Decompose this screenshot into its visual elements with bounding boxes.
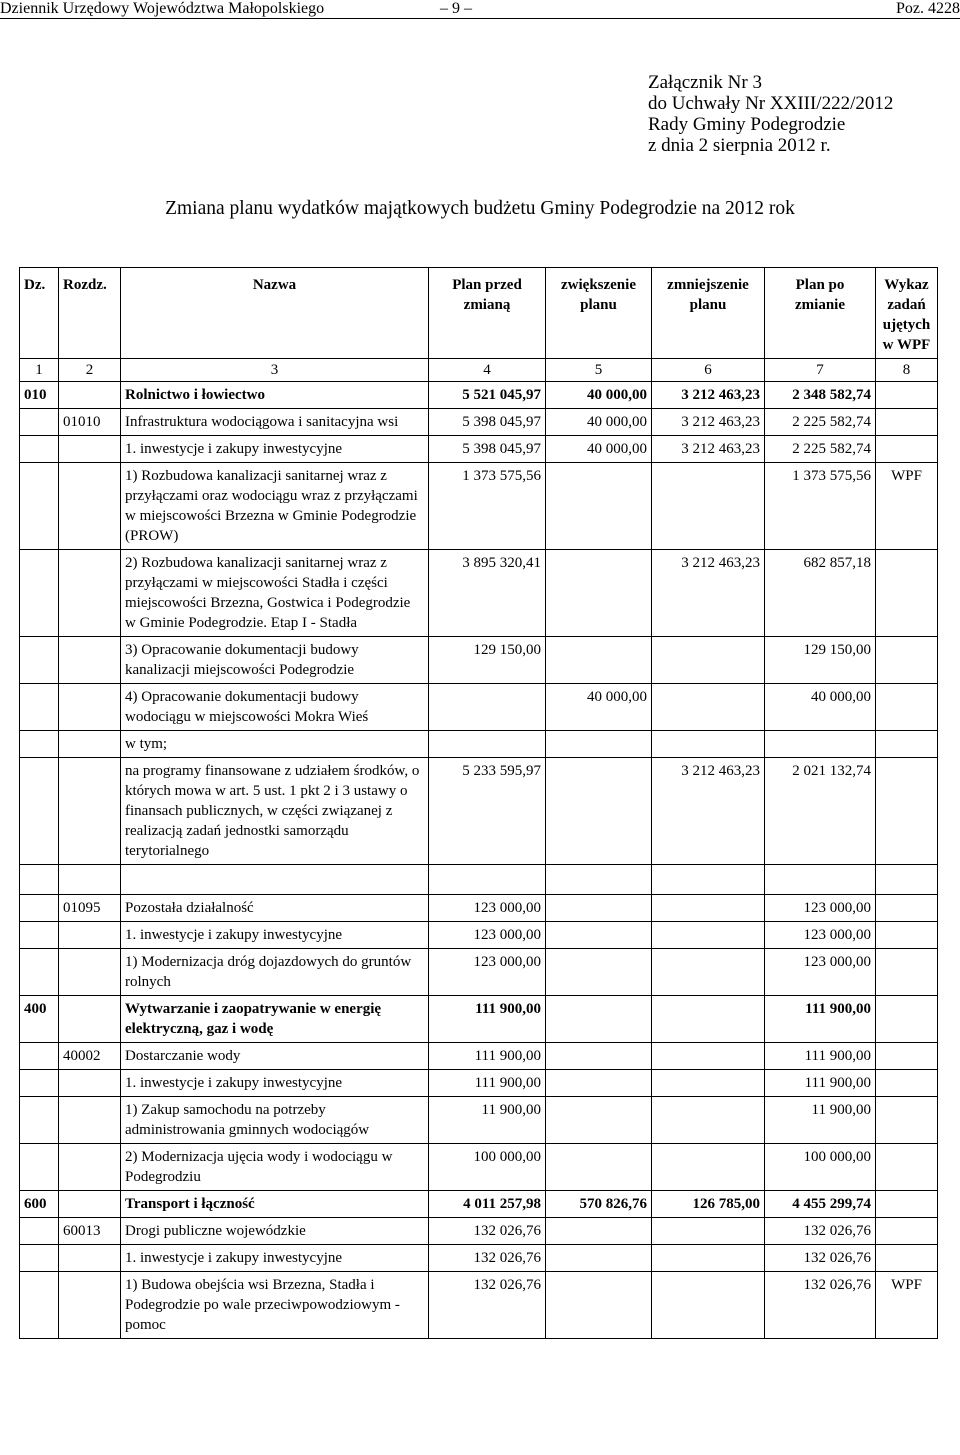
cell-rozdz	[59, 1070, 121, 1097]
cell-decrease	[652, 1218, 765, 1245]
cell-increase: 40 000,00	[546, 436, 652, 463]
cell-plan-before: 5 521 045,97	[429, 382, 546, 409]
cell-rozdz	[59, 1097, 121, 1144]
cell-wpf	[876, 865, 938, 895]
cell-decrease	[652, 1070, 765, 1097]
cell-dz	[20, 409, 59, 436]
table-row	[20, 895, 938, 922]
cell-plan-before: 132 026,76	[429, 1245, 546, 1272]
column-index: 1	[20, 359, 59, 382]
cell-dz	[20, 684, 59, 731]
cell-plan-after: 40 000,00	[765, 684, 876, 731]
cell-decrease	[652, 1272, 765, 1339]
cell-increase	[546, 550, 652, 637]
cell-plan-before: 100 000,00	[429, 1144, 546, 1191]
cell-wpf	[876, 731, 938, 758]
table-row	[20, 1144, 938, 1191]
cell-dz	[20, 1043, 59, 1070]
cell-dz: 010	[20, 382, 59, 409]
cell-plan-before: 132 026,76	[429, 1218, 546, 1245]
cell-name: Wytwarzanie i zaopatrywanie w energię elektryczną, gaz i wodę	[121, 996, 429, 1043]
cell-rozdz	[59, 731, 121, 758]
cell-increase	[546, 865, 652, 895]
cell-decrease: 3 212 463,23	[652, 409, 765, 436]
cell-rozdz: 01010	[59, 409, 121, 436]
column-index: 2	[59, 359, 121, 382]
cell-decrease	[652, 895, 765, 922]
column-index: 3	[121, 359, 429, 382]
cell-decrease: 3 212 463,23	[652, 550, 765, 637]
cell-wpf	[876, 637, 938, 684]
cell-dz	[20, 436, 59, 463]
table-row	[20, 1191, 938, 1218]
cell-rozdz	[59, 996, 121, 1043]
cell-dz	[20, 922, 59, 949]
cell-decrease: 126 785,00	[652, 1191, 765, 1218]
cell-plan-before: 1 373 575,56	[429, 463, 546, 550]
cell-dz	[20, 637, 59, 684]
cell-decrease: 3 212 463,23	[652, 382, 765, 409]
cell-increase	[546, 463, 652, 550]
annex-line: Załącznik Nr 3	[648, 72, 762, 93]
cell-name: 1) Zakup samochodu na potrzeby administrowania gminnych wodociągów	[121, 1097, 429, 1144]
cell-rozdz	[59, 865, 121, 895]
cell-decrease	[652, 922, 765, 949]
cell-increase	[546, 1144, 652, 1191]
cell-plan-after: 1 373 575,56	[765, 463, 876, 550]
cell-plan-before: 129 150,00	[429, 637, 546, 684]
cell-rozdz	[59, 382, 121, 409]
cell-wpf	[876, 409, 938, 436]
cell-increase: 40 000,00	[546, 382, 652, 409]
column-index: 5	[546, 359, 652, 382]
cell-dz	[20, 949, 59, 996]
cell-plan-before	[429, 731, 546, 758]
table-body	[20, 382, 938, 1339]
cell-increase	[546, 996, 652, 1043]
table-row	[20, 865, 938, 895]
cell-wpf	[876, 684, 938, 731]
cell-name: Transport i łączność	[121, 1191, 429, 1218]
cell-name: 1) Modernizacja dróg dojazdowych do gruntów rolnych	[121, 949, 429, 996]
cell-wpf	[876, 1097, 938, 1144]
cell-plan-after	[765, 731, 876, 758]
cell-name: w tym;	[121, 731, 429, 758]
cell-plan-before: 111 900,00	[429, 1070, 546, 1097]
cell-name: 3) Opracowanie dokumentacji budowy kanalizacji miejscowości Podegrodzie	[121, 637, 429, 684]
cell-plan-after: 123 000,00	[765, 922, 876, 949]
cell-rozdz	[59, 949, 121, 996]
cell-name: 1) Rozbudowa kanalizacji sanitarnej wraz z przyłączami oraz wodociągu wraz z przyłączami w miejscowości Brzezna w Gminie Podegrodzie (PROW)	[121, 463, 429, 550]
cell-increase	[546, 1070, 652, 1097]
cell-plan-after: 129 150,00	[765, 637, 876, 684]
cell-increase	[546, 922, 652, 949]
cell-dz	[20, 731, 59, 758]
cell-decrease	[652, 996, 765, 1043]
budget-table	[19, 267, 938, 1339]
table-row	[20, 409, 938, 436]
cell-plan-before: 111 900,00	[429, 996, 546, 1043]
cell-increase	[546, 1245, 652, 1272]
column-index: 8	[876, 359, 938, 382]
cell-plan-before: 5 398 045,97	[429, 436, 546, 463]
cell-name: 1. inwestycje i zakupy inwestycyjne	[121, 1245, 429, 1272]
table-row	[20, 1245, 938, 1272]
cell-wpf	[876, 1218, 938, 1245]
cell-dz	[20, 865, 59, 895]
column-header: zwiększenie planu	[546, 268, 652, 359]
cell-increase	[546, 1218, 652, 1245]
cell-dz	[20, 1070, 59, 1097]
table-row	[20, 922, 938, 949]
cell-wpf	[876, 1043, 938, 1070]
column-header: Dz.	[20, 268, 59, 359]
cell-decrease: 3 212 463,23	[652, 758, 765, 865]
table-row	[20, 463, 938, 550]
table-row	[20, 1097, 938, 1144]
cell-decrease	[652, 1097, 765, 1144]
cell-name: 1. inwestycje i zakupy inwestycyjne	[121, 1070, 429, 1097]
cell-increase	[546, 637, 652, 684]
cell-plan-after: 111 900,00	[765, 996, 876, 1043]
column-index-row	[20, 359, 938, 382]
cell-plan-before: 111 900,00	[429, 1043, 546, 1070]
page-number: – 9 –	[440, 0, 472, 17]
cell-wpf	[876, 949, 938, 996]
annex-block	[648, 72, 893, 156]
cell-dz	[20, 550, 59, 637]
table-row	[20, 436, 938, 463]
cell-dz	[20, 1097, 59, 1144]
running-header	[0, 0, 960, 19]
cell-plan-before: 123 000,00	[429, 922, 546, 949]
table-row	[20, 996, 938, 1043]
cell-wpf	[876, 895, 938, 922]
cell-name: 4) Opracowanie dokumentacji budowy wodociągu w miejscowości Mokra Wieś	[121, 684, 429, 731]
cell-plan-before: 5 398 045,97	[429, 409, 546, 436]
cell-rozdz	[59, 684, 121, 731]
cell-rozdz	[59, 1272, 121, 1339]
cell-plan-after: 111 900,00	[765, 1070, 876, 1097]
cell-increase	[546, 758, 652, 865]
cell-decrease	[652, 684, 765, 731]
cell-plan-before: 132 026,76	[429, 1272, 546, 1339]
cell-plan-before: 5 233 595,97	[429, 758, 546, 865]
cell-wpf	[876, 550, 938, 637]
table-row	[20, 382, 938, 409]
annex-line: z dnia 2 sierpnia 2012 r.	[648, 135, 831, 156]
cell-name: Infrastruktura wodociągowa i sanitacyjna wsi	[121, 409, 429, 436]
cell-decrease	[652, 731, 765, 758]
cell-rozdz	[59, 1191, 121, 1218]
cell-plan-after: 2 348 582,74	[765, 382, 876, 409]
column-header: Plan po zmianie	[765, 268, 876, 359]
cell-increase	[546, 1272, 652, 1339]
cell-increase: 40 000,00	[546, 409, 652, 436]
table-row	[20, 731, 938, 758]
cell-rozdz: 40002	[59, 1043, 121, 1070]
cell-plan-after: 4 455 299,74	[765, 1191, 876, 1218]
cell-dz	[20, 895, 59, 922]
cell-plan-after	[765, 865, 876, 895]
column-header: Wykaz zadań ujętych w WPF	[876, 268, 938, 359]
cell-plan-after: 132 026,76	[765, 1272, 876, 1339]
cell-decrease	[652, 1245, 765, 1272]
cell-plan-after: 132 026,76	[765, 1218, 876, 1245]
cell-plan-after: 2 225 582,74	[765, 409, 876, 436]
table-row	[20, 1272, 938, 1339]
cell-decrease	[652, 637, 765, 684]
cell-rozdz	[59, 463, 121, 550]
cell-decrease	[652, 463, 765, 550]
table-row	[20, 1070, 938, 1097]
cell-increase: 40 000,00	[546, 684, 652, 731]
table-row	[20, 1043, 938, 1070]
annex-line: do Uchwały Nr XXIII/222/2012	[648, 93, 894, 114]
cell-plan-after: 2 021 132,74	[765, 758, 876, 865]
cell-name: 2) Modernizacja ujęcia wody i wodociągu w Podegrodziu	[121, 1144, 429, 1191]
cell-wpf	[876, 1144, 938, 1191]
table-row	[20, 758, 938, 865]
cell-plan-before: 3 895 320,41	[429, 550, 546, 637]
cell-wpf	[876, 382, 938, 409]
cell-rozdz	[59, 436, 121, 463]
table-header-row	[20, 268, 938, 359]
table-row	[20, 637, 938, 684]
cell-rozdz	[59, 1144, 121, 1191]
cell-increase	[546, 949, 652, 996]
cell-dz	[20, 463, 59, 550]
table-row	[20, 684, 938, 731]
table-row	[20, 1218, 938, 1245]
column-index: 6	[652, 359, 765, 382]
column-header: zmniejszenie planu	[652, 268, 765, 359]
cell-plan-before: 11 900,00	[429, 1097, 546, 1144]
cell-plan-after: 2 225 582,74	[765, 436, 876, 463]
cell-plan-before	[429, 865, 546, 895]
annex-line: Rady Gminy Podegrodzie	[648, 114, 846, 135]
cell-name: Pozostała działalność	[121, 895, 429, 922]
cell-increase	[546, 731, 652, 758]
cell-rozdz	[59, 922, 121, 949]
column-header: Plan przed zmianą	[429, 268, 546, 359]
cell-plan-before: 4 011 257,98	[429, 1191, 546, 1218]
cell-decrease	[652, 865, 765, 895]
cell-decrease	[652, 949, 765, 996]
cell-name: na programy finansowane z udziałem środków, o których mowa w art. 5 ust. 1 pkt 2 i 3 ustawy o finansach publicznych, w części związanej z realizacją zadań jednostki samorządu terytorialnego	[121, 758, 429, 865]
column-header: Nazwa	[121, 268, 429, 359]
cell-name: Drogi publiczne wojewódzkie	[121, 1218, 429, 1245]
cell-plan-after: 682 857,18	[765, 550, 876, 637]
cell-dz	[20, 1144, 59, 1191]
cell-decrease: 3 212 463,23	[652, 436, 765, 463]
cell-wpf	[876, 758, 938, 865]
cell-name: 1. inwestycje i zakupy inwestycyjne	[121, 436, 429, 463]
cell-increase: 570 826,76	[546, 1191, 652, 1218]
document-title: Zmiana planu wydatków majątkowych budżetu Gminy Podegrodzie na 2012 rok	[165, 198, 795, 219]
cell-plan-after: 132 026,76	[765, 1245, 876, 1272]
cell-wpf	[876, 922, 938, 949]
cell-wpf	[876, 996, 938, 1043]
cell-rozdz: 01095	[59, 895, 121, 922]
cell-plan-after: 123 000,00	[765, 949, 876, 996]
cell-plan-before: 123 000,00	[429, 895, 546, 922]
cell-wpf	[876, 1191, 938, 1218]
cell-name: 1. inwestycje i zakupy inwestycyjne	[121, 922, 429, 949]
cell-dz	[20, 1245, 59, 1272]
cell-name: Rolnictwo i łowiectwo	[121, 382, 429, 409]
cell-dz	[20, 1218, 59, 1245]
cell-name: 1) Budowa obejścia wsi Brzezna, Stadła i Podegrodzie po wale przeciwpowodziowym - pomoc	[121, 1272, 429, 1339]
column-header: Rozdz.	[59, 268, 121, 359]
column-index: 7	[765, 359, 876, 382]
cell-increase	[546, 1097, 652, 1144]
table-row	[20, 550, 938, 637]
cell-increase	[546, 895, 652, 922]
cell-dz	[20, 1272, 59, 1339]
cell-decrease	[652, 1144, 765, 1191]
cell-rozdz	[59, 637, 121, 684]
cell-rozdz	[59, 758, 121, 865]
cell-plan-after: 100 000,00	[765, 1144, 876, 1191]
column-index: 4	[429, 359, 546, 382]
cell-name: 2) Rozbudowa kanalizacji sanitarnej wraz z przyłączami w miejscowości Stadła i części miejscowości Brzezna, Gostwica i Podegrodzie w Gminie Podegrodzie. Etap I - Stadła	[121, 550, 429, 637]
cell-increase	[546, 1043, 652, 1070]
cell-wpf	[876, 1245, 938, 1272]
cell-plan-after: 123 000,00	[765, 895, 876, 922]
cell-wpf	[876, 436, 938, 463]
cell-dz: 400	[20, 996, 59, 1043]
cell-rozdz: 60013	[59, 1218, 121, 1245]
cell-dz: 600	[20, 1191, 59, 1218]
cell-rozdz	[59, 550, 121, 637]
cell-wpf	[876, 1070, 938, 1097]
table-row	[20, 949, 938, 996]
cell-name	[121, 865, 429, 895]
cell-decrease	[652, 1043, 765, 1070]
cell-name: Dostarczanie wody	[121, 1043, 429, 1070]
cell-plan-after: 111 900,00	[765, 1043, 876, 1070]
journal-name: Dziennik Urzędowy Województwa Małopolskiego	[0, 0, 325, 17]
cell-wpf: WPF	[876, 463, 938, 550]
cell-plan-before: 123 000,00	[429, 949, 546, 996]
cell-plan-before	[429, 684, 546, 731]
cell-dz	[20, 758, 59, 865]
cell-plan-after: 11 900,00	[765, 1097, 876, 1144]
cell-rozdz	[59, 1245, 121, 1272]
position-number: Poz. 4228	[896, 0, 960, 17]
cell-wpf: WPF	[876, 1272, 938, 1339]
